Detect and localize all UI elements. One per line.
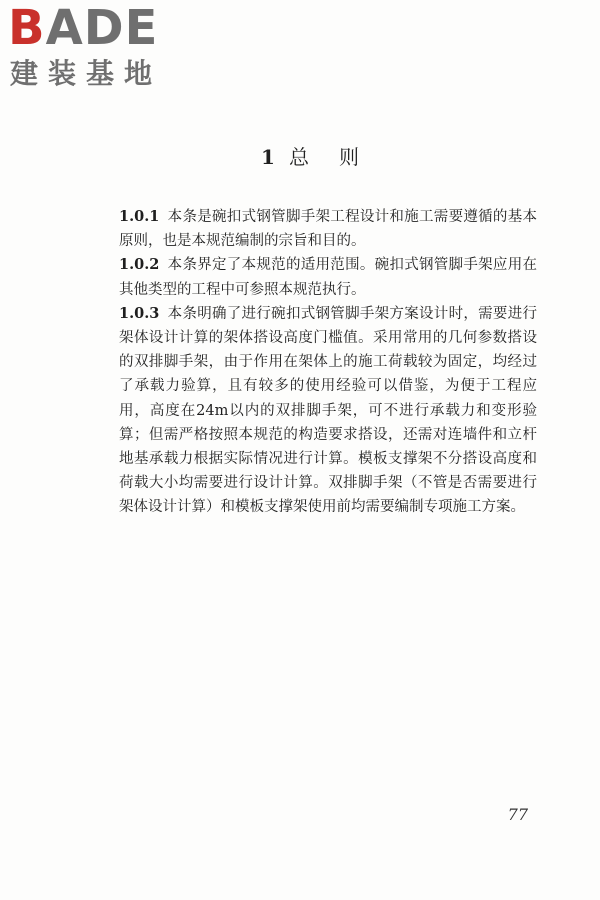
logo-wordmark — [8, 2, 158, 54]
clause-text: 本条是碗扣式钢管脚手架工程设计和施工需要遵循的基本原则，也是本规范编制的宗旨和目的。 — [119, 209, 537, 250]
clause-1-0-2 — [119, 253, 537, 301]
bade-logo — [8, 2, 178, 94]
clause-number: 1.0.1 — [119, 208, 160, 225]
page-number: 77 — [507, 805, 528, 824]
chapter-title-text: 总则 — [288, 145, 389, 169]
clause-text: 本条界定了本规范的适用范围。碗扣式钢管脚手架应用在其他类型的工程中可参照本规范执行。 — [119, 257, 537, 298]
logo-word-rest: ADE — [45, 0, 159, 56]
chapter-number: 1 — [261, 145, 275, 169]
clause-1-0-3 — [119, 302, 537, 520]
clause-number: 1.0.2 — [119, 256, 160, 274]
logo-subtitle: 建装基地 — [10, 57, 163, 90]
clause-1-0-1 — [119, 205, 537, 253]
clause-number: 1.0.3 — [119, 304, 160, 322]
chapter-title — [0, 143, 600, 171]
clause-text: 本条明确了进行碗扣式钢管脚手架方案设计时，需要进行架体设计计算的架体搭设高度门槛值。采用常用的几何参数搭设的双排脚手架，由于作用在架体上的施工荷载较为固定，均经过了承载力验算，且有较多的使用经验可以借鉴，为便于工程应用，高度在24m以内的双排脚手架，可不进行承载力和变形验算；但需严格按照本规范的构造要求搭设，还需对连墙件和立杆地基承载力根据实际情况进行计算。模板支撑架不分搭设高度和荷载大小均需要进行设计计算。双排脚手架（不管是否需要进行架体设计计算）和模板支撑架使用前均需要编制专项施工方案。 — [119, 305, 537, 516]
clause-list — [119, 205, 537, 520]
logo-accent-letter: B — [8, 0, 46, 56]
